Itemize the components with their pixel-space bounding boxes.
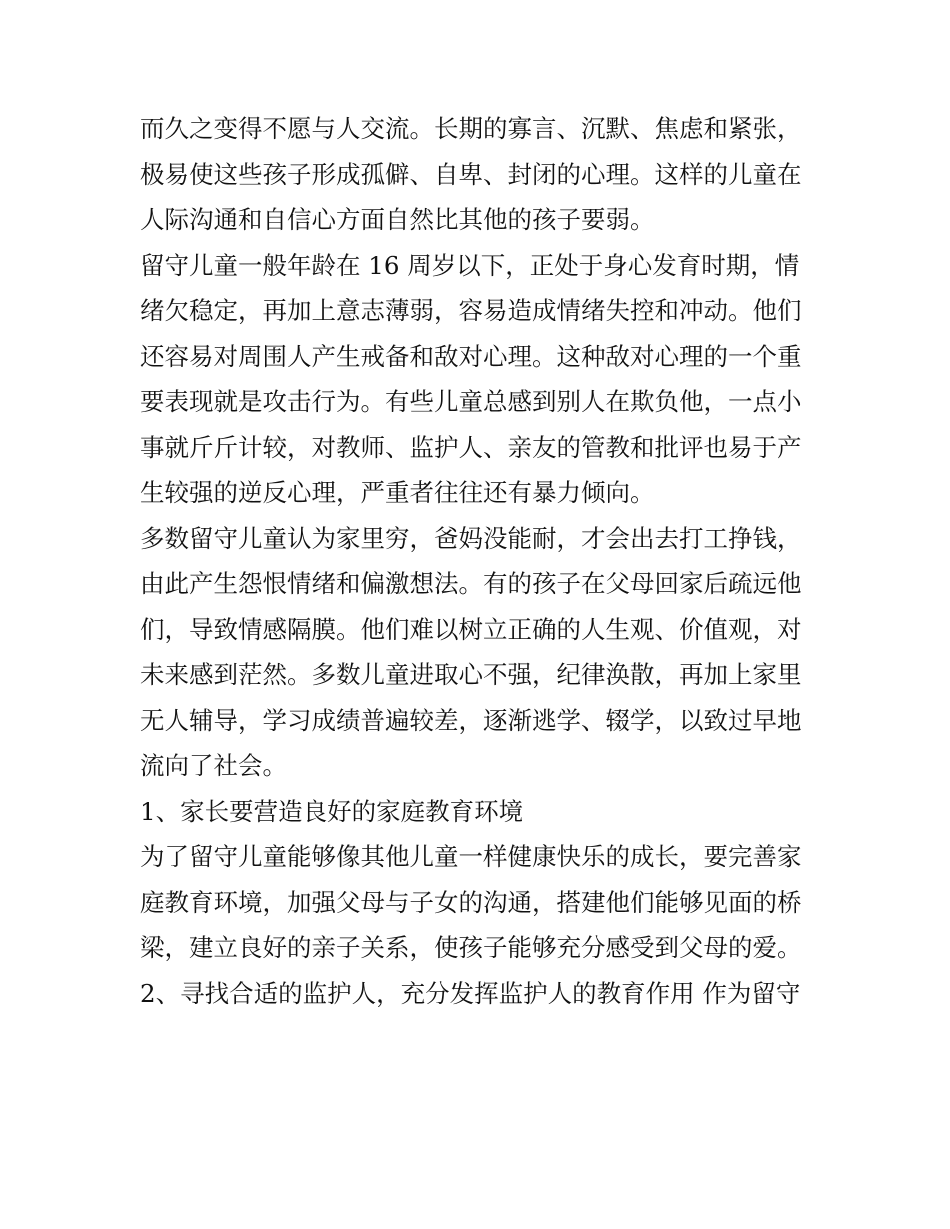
text-line: 未来感到茫然。多数儿童进取心不强，纪律涣散，再加上家里: [140, 660, 802, 689]
text-line: 梁，建立良好的亲子关系，使孩子能够充分感受到父母的爱。: [140, 933, 802, 962]
text-line: 为了留守儿童能够像其他儿童一样健康快乐的成长，要完善家: [140, 842, 802, 871]
text-line: 极易使这些孩子形成孤僻、自卑、封闭的心理。这样的儿童在: [140, 159, 802, 189]
section-heading: 2、寻找合适的监护人，充分发挥监护人的教育作用 作为留守: [140, 978, 801, 1008]
text-line: 留守儿童一般年龄在 16 周岁以下，正处于身心发育时期，情: [140, 250, 800, 280]
text-line: 事就斤斤计较，对教师、监护人、亲友的管教和批评也易于产: [140, 432, 802, 462]
text-line: 而久之变得不愿与人交流。长期的寡言、沉默、焦虑和紧张，: [140, 114, 802, 143]
text-line: 们，导致情感隔膜。他们难以树立正确的人生观、价值观，对: [140, 614, 802, 644]
text-line: 由此产生怨恨情绪和偏激想法。有的孩子在父母回家后疏远他: [140, 569, 802, 598]
text-line: 绪欠稳定，再加上意志薄弱，容易造成情绪失控和冲动。他们: [140, 296, 802, 325]
text-line: 生较强的逆反心理，严重者往往还有暴力倾向。: [140, 478, 655, 507]
text-line: 多数留守儿童认为家里穷，爸妈没能耐，才会出去打工挣钱，: [140, 523, 802, 553]
body-text: [140, 106, 830, 1016]
text-line: 庭教育环境，加强父母与子女的沟通，搭建他们能够见面的桥: [140, 887, 802, 917]
text-line: 要表现就是攻击行为。有些儿童总感到别人在欺负他，一点小: [140, 387, 802, 416]
text-line: 还容易对周围人产生戒备和敌对心理。这种敌对心理的一个重: [140, 341, 802, 371]
text-line: 无人辅导，学习成绩普遍较差，逐渐逃学、辍学，以致过早地: [140, 705, 802, 735]
text-line: 人际沟通和自信心方面自然比其他的孩子要弱。: [140, 205, 655, 234]
text-line: 流向了社会。: [140, 751, 287, 780]
section-heading: 1、家长要营造良好的家庭教育环境: [140, 796, 524, 826]
